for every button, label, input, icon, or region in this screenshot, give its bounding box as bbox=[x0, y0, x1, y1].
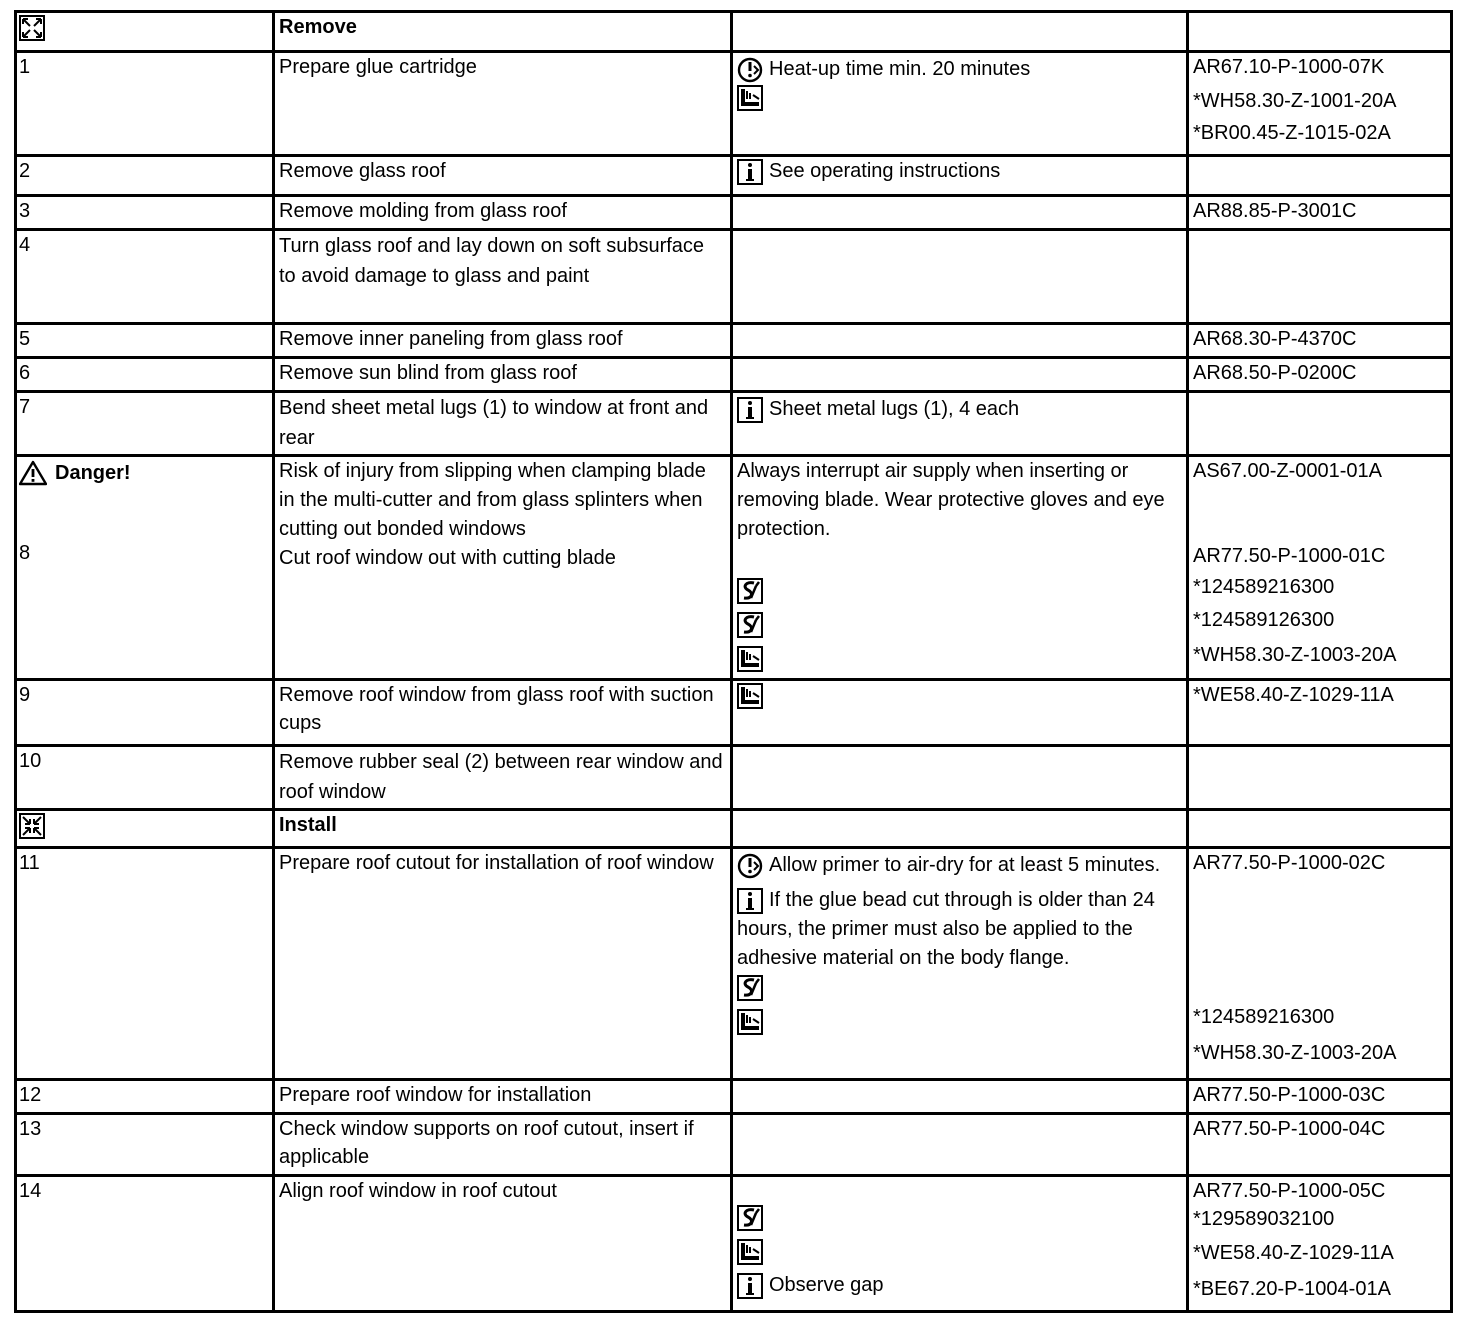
reference-link[interactable]: AR68.30-P-4370C bbox=[1193, 328, 1357, 350]
step-number: 4 bbox=[16, 230, 274, 324]
info-icon bbox=[737, 159, 763, 185]
step-number: 1 bbox=[16, 52, 274, 156]
clock-icon bbox=[737, 57, 763, 83]
wrench-tool-icon bbox=[737, 1205, 763, 1231]
step-number: 12 bbox=[16, 1080, 274, 1114]
reference-link[interactable]: AR68.50-P-0200C bbox=[1193, 362, 1357, 384]
section-header-install bbox=[16, 810, 1452, 848]
danger-label: Danger! bbox=[55, 462, 131, 484]
clock-icon bbox=[737, 853, 763, 879]
reference-link[interactable]: *124589216300 bbox=[1193, 1006, 1335, 1028]
step-action: Turn glass roof and lay down on soft subsurface to avoid damage to glass and paint bbox=[274, 230, 732, 324]
reference-link[interactable]: *WE58.40-Z-1029-11A bbox=[1193, 684, 1394, 706]
special-tool-icon bbox=[737, 646, 763, 672]
reference-link[interactable]: AR77.50-P-1000-03C bbox=[1193, 1084, 1386, 1106]
reference-link[interactable]: *129589032100 bbox=[1193, 1208, 1335, 1230]
step-action: Check window supports on roof cutout, insert if applicable bbox=[274, 1114, 732, 1176]
warning-triangle-icon bbox=[19, 460, 47, 486]
step-action: Cut roof window out with cutting blade bbox=[279, 547, 616, 569]
reference-link[interactable]: AR77.50-P-1000-05C bbox=[1193, 1180, 1386, 1202]
step-action: Bend sheet metal lugs (1) to window at front and rear bbox=[274, 392, 732, 456]
step-number: 5 bbox=[16, 324, 274, 358]
step-note: Allow primer to air-dry for at least 5 minutes. bbox=[769, 854, 1161, 876]
step-action: Remove rubber seal (2) between rear window and roof window bbox=[274, 746, 732, 810]
danger-notes: Always interrupt air supply when inserting or removing blade. Wear protective gloves and eye protection. bbox=[737, 460, 1165, 540]
reference-link[interactable]: *WH58.30-Z-1003-20A bbox=[1193, 644, 1397, 666]
step-number: 6 bbox=[16, 358, 274, 392]
special-tool-icon bbox=[737, 1239, 763, 1265]
info-icon bbox=[737, 1273, 763, 1299]
table-row bbox=[16, 456, 1452, 680]
step-number: 7 bbox=[16, 392, 274, 456]
step-number: 2 bbox=[16, 156, 274, 196]
table-row bbox=[16, 1176, 1452, 1312]
reference-link[interactable]: *WH58.30-Z-1001-20A bbox=[1193, 90, 1397, 112]
section-header-remove bbox=[16, 12, 1452, 52]
remove-expand-icon bbox=[19, 15, 45, 41]
special-tool-icon bbox=[737, 85, 763, 111]
step-number: 11 bbox=[16, 848, 274, 1080]
table-row bbox=[16, 156, 1452, 196]
step-note: Sheet metal lugs (1), 4 each bbox=[769, 398, 1020, 420]
reference-link[interactable]: *124589126300 bbox=[1193, 609, 1335, 631]
step-note: See operating instructions bbox=[769, 160, 1001, 182]
table-row bbox=[16, 230, 1452, 324]
special-tool-icon bbox=[737, 683, 763, 709]
step-number: 14 bbox=[16, 1176, 274, 1312]
special-tool-icon bbox=[737, 1009, 763, 1035]
reference-link[interactable]: AR88.85-P-3001C bbox=[1193, 200, 1357, 222]
info-icon bbox=[737, 397, 763, 423]
step-action: Remove glass roof bbox=[274, 156, 732, 196]
reference-link[interactable]: *BR00.45-Z-1015-02A bbox=[1193, 122, 1391, 144]
table-row bbox=[16, 392, 1452, 456]
table-row bbox=[16, 324, 1452, 358]
table-row bbox=[16, 358, 1452, 392]
reference-link[interactable]: AR67.10-P-1000-07K bbox=[1193, 56, 1385, 78]
table-row bbox=[16, 196, 1452, 230]
install-collapse-icon bbox=[19, 813, 45, 839]
step-action: Remove roof window from glass roof with suction cups bbox=[274, 680, 732, 746]
procedure-table bbox=[14, 10, 1453, 1313]
table-row bbox=[16, 680, 1452, 746]
step-number: 9 bbox=[16, 680, 274, 746]
wrench-tool-icon bbox=[737, 612, 763, 638]
reference-link[interactable]: *124589216300 bbox=[1193, 576, 1335, 598]
step-number: 8 bbox=[19, 542, 31, 564]
step-action: Prepare roof cutout for installation of roof window bbox=[274, 848, 732, 1080]
table-row bbox=[16, 1080, 1452, 1114]
danger-warning bbox=[19, 459, 268, 487]
reference-link[interactable]: AR77.50-P-1000-02C bbox=[1193, 852, 1386, 874]
wrench-tool-icon bbox=[737, 975, 763, 1001]
reference-link[interactable]: AR77.50-P-1000-01C bbox=[1193, 545, 1386, 567]
reference-link[interactable]: *BE67.20-P-1004-01A bbox=[1193, 1278, 1391, 1300]
danger-text: Risk of injury from slipping when clamping blade in the multi-cutter and from glass splinters when cutting out bonded windows bbox=[279, 460, 706, 540]
step-action: Remove inner paneling from glass roof bbox=[274, 324, 732, 358]
reference-link[interactable]: *WE58.40-Z-1029-11A bbox=[1193, 1242, 1394, 1264]
step-number: 3 bbox=[16, 196, 274, 230]
table-row bbox=[16, 52, 1452, 156]
step-note: If the glue bead cut through is older than 24 hours, the primer must also be applied to the adhesive material on the body flange. bbox=[737, 889, 1155, 969]
procedure-sheet bbox=[14, 10, 1450, 1310]
section-title: Install bbox=[274, 810, 732, 848]
step-number: 10 bbox=[16, 746, 274, 810]
info-icon bbox=[737, 888, 763, 914]
step-action: Remove molding from glass roof bbox=[274, 196, 732, 230]
step-note: Observe gap bbox=[769, 1274, 884, 1296]
reference-link[interactable]: AR77.50-P-1000-04C bbox=[1193, 1118, 1386, 1140]
section-title: Remove bbox=[274, 12, 732, 52]
step-action: Prepare roof window for installation bbox=[274, 1080, 732, 1114]
reference-link[interactable]: AS67.00-Z-0001-01A bbox=[1193, 460, 1383, 482]
step-number: 13 bbox=[16, 1114, 274, 1176]
step-note: Heat-up time min. 20 minutes bbox=[769, 58, 1031, 80]
reference-link[interactable]: *WH58.30-Z-1003-20A bbox=[1193, 1042, 1397, 1064]
step-action: Remove sun blind from glass roof bbox=[274, 358, 732, 392]
table-row bbox=[16, 1114, 1452, 1176]
table-row bbox=[16, 848, 1452, 1080]
table-row bbox=[16, 746, 1452, 810]
step-action: Prepare glue cartridge bbox=[274, 52, 732, 156]
step-action: Align roof window in roof cutout bbox=[274, 1176, 732, 1312]
wrench-tool-icon bbox=[737, 578, 763, 604]
